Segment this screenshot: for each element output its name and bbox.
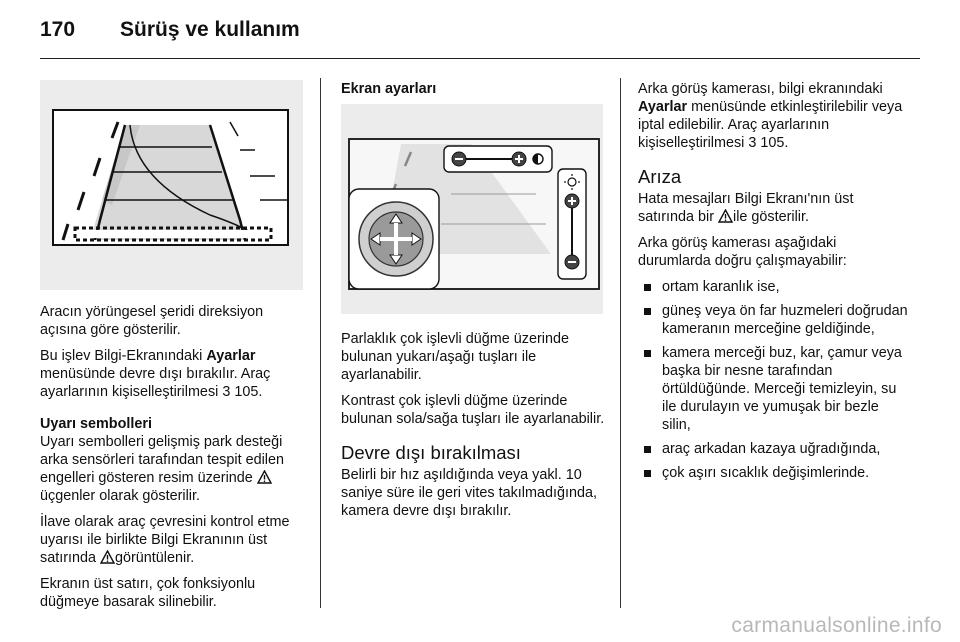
col2-para-contrast: Kontrast çok işlevli düğme üzerinde bulunan sola/sağa tuşları ile ayarlanabilir. <box>341 393 605 427</box>
bullet-square-icon <box>644 446 651 453</box>
page-reference: 3 105. <box>222 384 263 400</box>
trajectory-illustration <box>40 80 303 290</box>
section-title-deactivation: Devre dışı bırakılması <box>341 442 521 463</box>
list-item-text: kamera merceği buz, kar, çamur veya başka bir nesne tarafından örtüldüğünde. Merceği temizleyin, su ile durulayın ve yumuşak bir bezle silin, <box>662 345 902 433</box>
warning-triangle-icon <box>100 550 115 564</box>
list-item <box>638 278 908 296</box>
text-run: ile gösterilir. <box>733 209 809 225</box>
column-2 <box>341 330 609 528</box>
text-run: Hata mesajları Bilgi Ekranı'nın üst satırında bir <box>638 191 854 225</box>
watermark: carmanualsonline.info <box>731 614 942 637</box>
text-run: Arka görüş kamerası, bilgi ekranındaki <box>638 81 883 97</box>
list-item-text: çok aşırı sıcaklık değişimlerinde. <box>662 465 870 481</box>
column-3 <box>638 80 908 488</box>
header-rule <box>40 58 920 59</box>
bullet-square-icon <box>644 308 651 315</box>
col1-para-3 <box>40 513 308 567</box>
col2-para-deactivation: Belirli bir hız aşıldığında veya yakl. 10 saniye süre ile geri vites takılmadığında, kamera devre dışı bırakılır. <box>341 467 597 519</box>
bullet-square-icon <box>644 470 651 477</box>
column-divider-right <box>620 78 621 608</box>
col2-para-brightness: Parlaklık çok işlevli düğme üzerinde bulunan yukarı/aşağı tuşları ile ayarlanabilir. <box>341 331 569 383</box>
text-run: menüsünde devre dışı bırakılır. Araç ayarlarının kişiselleştirilmesi <box>40 366 271 400</box>
page-number: 170 <box>40 18 76 41</box>
col1-para-4: Ekranın üst satırı, çok fonksiyonlu düğmeye basarak silinebilir. <box>40 576 256 610</box>
warning-triangle-icon <box>718 209 733 223</box>
list-item <box>638 302 908 338</box>
list-item <box>638 440 908 458</box>
text-run: görüntülenir. <box>115 550 195 566</box>
section-title-warning-symbols: Uyarı sembolleri <box>40 416 152 432</box>
list-item-text: araç arkadan kazaya uğradığında, <box>662 441 881 457</box>
col1-para-1 <box>40 347 308 401</box>
bullet-square-icon <box>644 350 651 357</box>
col1-para-2 <box>40 433 308 505</box>
text-run: Uyarı sembolleri gelişmiş park desteği arka sensörleri tarafından tespit edilen engelleri gösteren resim üzerinde <box>40 434 284 486</box>
bullet-square-icon <box>644 284 651 291</box>
multifunction-knob-illustration <box>341 104 603 314</box>
fault-conditions-list <box>638 278 908 482</box>
column-2-heading <box>341 80 606 106</box>
column-divider-left <box>320 78 321 608</box>
page-title: Sürüş ve kullanım <box>120 18 300 41</box>
figure-caption: Aracın yörüngesel şeridi direksiyon açısına göre gösterilir. <box>40 304 264 338</box>
section-title-fault: Arıza <box>638 166 682 187</box>
col3-para-3: Arka görüş kamerası aşağıdaki durumlarda doğru çalışmayabilir: <box>638 235 847 269</box>
settings-menu-term: Ayarlar <box>638 99 688 115</box>
col3-para-2 <box>638 190 908 226</box>
text-run: Bu işlev Bilgi-Ekranındaki <box>40 348 207 364</box>
settings-menu-term: Ayarlar <box>206 348 256 364</box>
rear-camera-trajectory-figure <box>40 80 303 290</box>
col3-para-1 <box>638 80 908 152</box>
list-item <box>638 464 908 482</box>
list-item-text: güneş veya ön far huzmeleri doğrudan kameranın merceğine geldiğinde, <box>662 303 908 337</box>
page-reference: 3 105. <box>748 135 789 151</box>
screen-settings-figure <box>341 104 603 314</box>
text-run: üçgenler olarak gösterilir. <box>40 488 200 504</box>
section-title-screen-settings: Ekran ayarları <box>341 81 437 97</box>
text-run: menüsünde etkinleştirilebilir veya iptal edilebilir. Araç ayarlarının kişiselleştirilmesi <box>638 99 903 151</box>
list-item-text: ortam karanlık ise, <box>662 279 780 295</box>
warning-triangle-icon <box>257 470 272 484</box>
column-1 <box>40 303 308 619</box>
list-item <box>638 344 908 434</box>
text-run: İlave olarak araç çevresini kontrol etme uyarısı ile birlikte Bilgi Ekranının üst satırında <box>40 514 290 566</box>
